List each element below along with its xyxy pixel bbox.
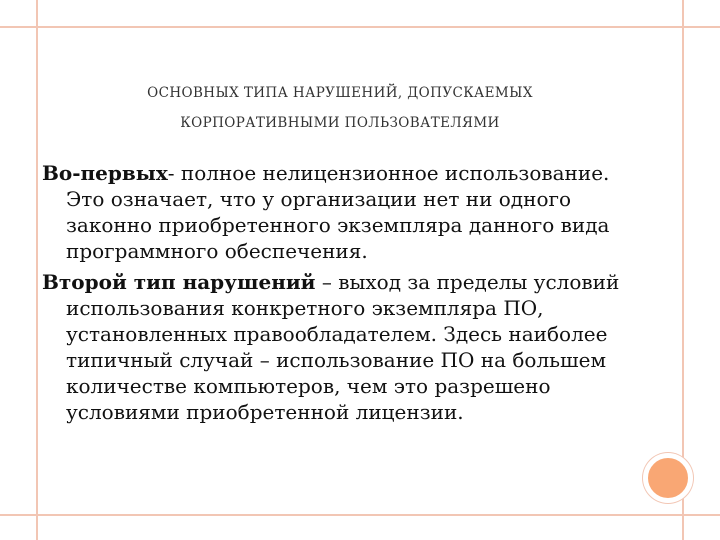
paragraph-1-text: - полное нелицензионное использование. Это означает, что у организации нет ни одного законно приобретенного экземпляра данного вида программного обеспечения.	[66, 161, 610, 263]
paragraph-2	[42, 269, 652, 425]
slide-title-line-2: КОРПОРАТИВНЫМИ ПОЛЬЗОВАТЕЛЯМИ	[180, 115, 500, 131]
frame-bottom-line	[0, 514, 720, 516]
slide-title-line-1: ОСНОВНЫХ ТИПА НАРУШЕНИЙ, ДОПУСКАЕМЫХ	[147, 85, 533, 101]
decorative-circle	[643, 453, 693, 503]
paragraph-2-lead: Второй тип нарушений	[42, 270, 316, 294]
slide-body	[42, 160, 652, 430]
frame-top-line	[0, 26, 720, 28]
paragraph-2-text: – выход за пределы условий использования конкретного экземпляра ПО, установленных правообладателем. Здесь наиболее типичный случай – использование ПО на большем количестве компьютеров, чем это разрешено условиями приобретенной лицензии.	[66, 270, 620, 424]
paragraph-1	[42, 160, 652, 264]
frame-left-line	[0, 0, 38, 540]
paragraph-1-lead: Во-первых	[42, 161, 168, 185]
frame-right-line	[682, 0, 720, 540]
slide-title	[40, 78, 640, 138]
